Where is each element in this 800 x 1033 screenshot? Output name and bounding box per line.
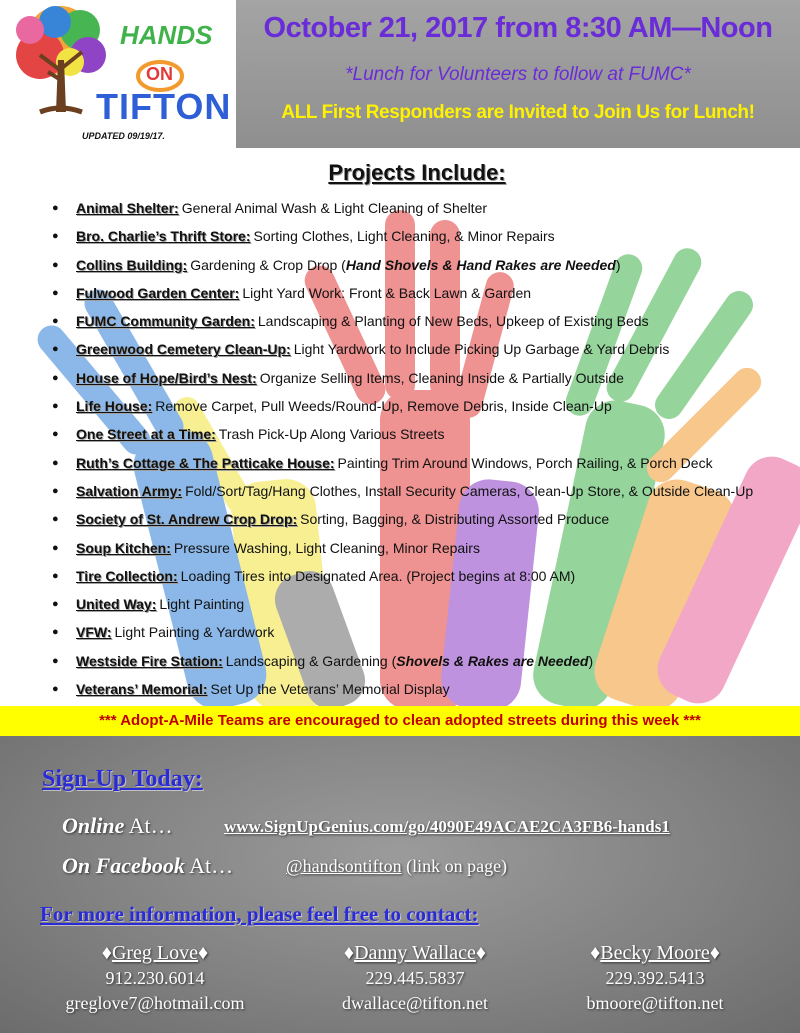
project-text: [76, 338, 669, 360]
project-name: Greenwood Cemetery Clean-Up:: [76, 341, 291, 358]
contact-email[interactable]: bmoore@tifton.net: [586, 993, 724, 1013]
project-item: [52, 310, 797, 338]
project-description: Loading Tires into Designated Area. (Project begins at 8:00 AM): [180, 567, 576, 584]
event-date: October 21, 2017 from 8:30 AM—Noon: [263, 12, 773, 44]
contact-card: [290, 941, 540, 1016]
project-description: Light Yardwork to Include Picking Up Garbage & Yard Debris: [293, 341, 670, 358]
project-description: Trash Pick-Up Along Various Streets: [218, 426, 445, 443]
project-text: [76, 225, 555, 247]
project-item: [52, 367, 797, 395]
contact-phone: 912.230.6014: [105, 968, 205, 988]
bullet-icon: ●: [52, 541, 59, 554]
online-row: [62, 813, 173, 839]
project-description: Light Yard Work: Front & Back Lawn & Garden: [242, 284, 532, 301]
project-description: Sorting, Bagging, & Distributing Assorted Produce: [300, 511, 610, 528]
contact-name: Greg Love: [111, 942, 199, 964]
project-item: [52, 254, 797, 282]
project-name: Veterans’ Memorial:: [76, 681, 208, 698]
project-text: [76, 254, 621, 276]
diamond-icon: ♦: [101, 942, 112, 964]
project-text: [76, 452, 713, 474]
bullet-icon: ●: [52, 569, 59, 582]
project-name: FUMC Community Garden:: [76, 313, 255, 330]
lunch-note: *Lunch for Volunteers to follow at FUMC*: [345, 64, 691, 85]
bullet-icon: ●: [52, 598, 59, 611]
project-name: Soup Kitchen:: [76, 539, 171, 556]
diamond-icon: ♦: [709, 942, 720, 964]
bullet-icon: ●: [52, 286, 59, 299]
bullet-icon: ●: [52, 513, 59, 526]
project-description: Remove Carpet, Pull Weeds/Round-Up, Remove Debris, Inside Clean-Up: [155, 398, 612, 415]
contact-phone: 229.445.5837: [365, 968, 465, 988]
bullet-icon: ●: [52, 315, 59, 328]
projects-heading: Projects Include:: [328, 160, 506, 185]
project-item: [52, 650, 797, 678]
diamond-icon: ♦: [590, 942, 601, 964]
bullet-icon: ●: [52, 654, 59, 667]
project-name: United Way:: [76, 596, 157, 613]
project-item: [52, 197, 797, 225]
project-note-close: ): [588, 652, 594, 669]
facebook-at: At…: [184, 853, 234, 878]
bullet-icon: ●: [52, 371, 59, 384]
contact-card: [530, 941, 780, 1016]
facebook-handle-row: [286, 856, 507, 877]
updated-date: UPDATED 09/19/17.: [82, 131, 165, 141]
project-name: Society of St. Andrew Crop Drop:: [76, 511, 298, 528]
facebook-label: On Facebook: [62, 853, 185, 878]
contact-name: Danny Wallace: [354, 942, 476, 964]
contact-phone: 229.392.5413: [605, 968, 705, 988]
project-description: Gardening & Crop Drop (: [190, 256, 346, 273]
more-info-heading: For more information, please feel free to contact:: [40, 902, 479, 926]
contact-name: Becky Moore: [600, 942, 710, 964]
project-item: [52, 593, 797, 621]
facebook-row: [62, 853, 233, 879]
project-item: [52, 508, 797, 536]
project-description: Organize Selling Items, Cleaning Inside & Partially Outside: [259, 369, 624, 386]
contact-name-row: [290, 941, 540, 966]
hands-on-tifton-logo: [0, 0, 236, 160]
contact-name-row: [530, 941, 780, 966]
diamond-icon: ♦: [198, 942, 209, 964]
project-text: [76, 678, 450, 700]
project-name: VFW:: [76, 624, 112, 641]
project-text: [76, 508, 609, 530]
project-name: Collins Building:: [76, 256, 188, 273]
project-item: [52, 423, 797, 451]
project-name: Fulwood Garden Center:: [76, 284, 240, 301]
project-name: Bro. Charlie’s Thrift Store:: [76, 228, 251, 245]
project-name: House of Hope/Bird’s Nest:: [76, 369, 257, 386]
project-name: Westside Fire Station:: [76, 652, 223, 669]
bullet-icon: ●: [52, 202, 59, 214]
project-name: Life House:: [76, 398, 153, 415]
project-text: [76, 367, 624, 389]
project-name: Animal Shelter:: [76, 200, 179, 216]
project-text: [76, 537, 480, 559]
signup-genius-link[interactable]: www.SignUpGenius.com/go/4090E49ACAE2CA3FB6-hands1: [224, 817, 670, 836]
project-note: Shovels & Rakes are Needed: [396, 652, 589, 669]
project-description: Set Up the Veterans’ Memorial Display: [210, 681, 450, 698]
facebook-handle-link[interactable]: @handsontifton: [286, 856, 402, 876]
bullet-icon: ●: [52, 400, 59, 413]
project-item: [52, 452, 797, 480]
bullet-icon: ●: [52, 258, 59, 271]
project-item: [52, 225, 797, 253]
project-description: Pressure Washing, Light Cleaning, Minor Repairs: [173, 539, 480, 556]
project-description: Landscaping & Gardening (: [225, 652, 397, 669]
project-item: [52, 537, 797, 565]
project-name: Salvation Army:: [76, 482, 183, 499]
bullet-icon: ●: [52, 343, 59, 356]
contact-email[interactable]: dwallace@tifton.net: [341, 993, 489, 1013]
projects-list: [52, 197, 797, 706]
bullet-icon: ●: [52, 484, 59, 497]
project-item: [52, 621, 797, 649]
project-name: One Street at a Time:: [76, 426, 216, 443]
online-at: At…: [124, 813, 173, 838]
adopt-a-mile-banner: *** Adopt-A-Mile Teams are encouraged to clean adopted streets during this week ***: [0, 706, 800, 736]
project-item: [52, 395, 797, 423]
bullet-icon: ●: [52, 456, 59, 469]
contact-name-row: [30, 941, 280, 966]
project-description: Painting Trim Around Windows, Porch Railing, & Porch Deck: [337, 454, 713, 471]
project-description: Fold/Sort/Tag/Hang Clothes, Install Security Cameras, Clean-Up Store, & Outside Clean-Up: [185, 482, 754, 499]
project-description: Light Painting: [159, 596, 245, 613]
project-item: [52, 338, 797, 366]
project-description: Sorting Clothes, Light Cleaning, & Minor Repairs: [253, 228, 555, 245]
contact-card: [30, 941, 280, 1016]
bullet-icon: ●: [52, 626, 59, 639]
event-header: [236, 0, 800, 148]
project-note-close: ): [615, 256, 621, 273]
project-item: [52, 480, 797, 508]
bullet-icon: ●: [52, 428, 59, 441]
facebook-note: (link on page): [401, 856, 508, 876]
project-text: [76, 650, 593, 672]
project-text: [76, 395, 612, 417]
project-text: [76, 282, 531, 304]
project-item: [52, 282, 797, 310]
project-text: [76, 593, 244, 615]
project-name: Ruth’s Cottage & The Patticake House:: [76, 454, 335, 471]
logo-on-text: ON: [146, 64, 173, 84]
project-note: Hand Shovels & Hand Rakes are Needed: [345, 256, 616, 273]
contact-email[interactable]: greglove7@hotmail.com: [65, 993, 245, 1013]
project-description: Light Painting & Yardwork: [114, 624, 275, 641]
project-description: General Animal Wash & Light Cleaning of Shelter: [181, 200, 488, 216]
logo-hands-text: HANDS: [120, 20, 213, 50]
project-description: Landscaping & Planting of New Beds, Upkeep of Existing Beds: [257, 313, 649, 330]
bullet-icon: ●: [52, 683, 59, 696]
first-responders-note: ALL First Responders are Invited to Join Us for Lunch!: [281, 102, 755, 123]
project-text: [76, 565, 575, 587]
diamond-icon: ♦: [475, 942, 487, 964]
signup-title: Sign-Up Today:: [42, 766, 203, 792]
project-item: [52, 565, 797, 593]
project-text: [76, 480, 753, 502]
project-text: [76, 197, 487, 219]
project-text: [76, 310, 649, 332]
project-name: Tire Collection:: [76, 567, 178, 584]
bullet-icon: ●: [52, 230, 59, 243]
diamond-icon: ♦: [343, 942, 355, 964]
project-item: [52, 678, 797, 706]
online-label: Online: [62, 813, 125, 838]
signup-section: [0, 736, 800, 1033]
project-text: [76, 423, 444, 445]
logo-tifton-text: TIFTON: [96, 86, 232, 127]
project-text: [76, 621, 274, 643]
